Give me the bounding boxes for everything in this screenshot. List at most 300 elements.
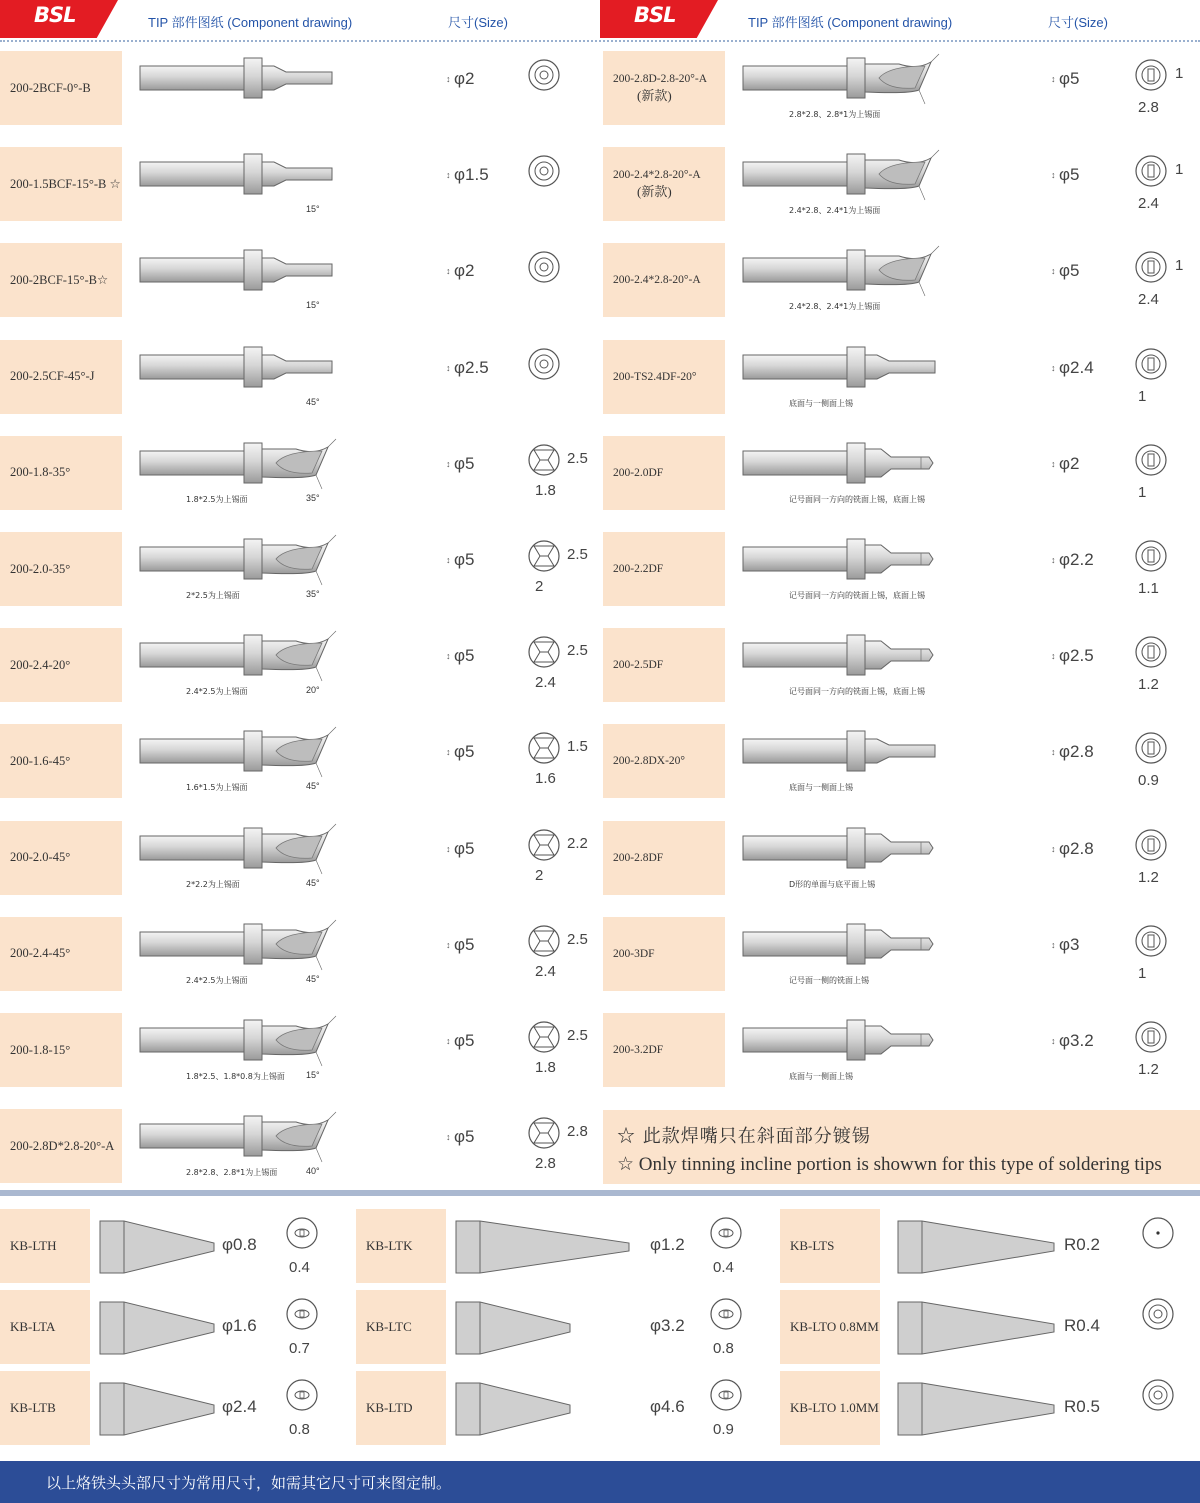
dimension-arrow-icon: ↕: [446, 1132, 451, 1143]
tip-row: [603, 340, 1200, 414]
logo-text: BSL: [634, 3, 676, 27]
tip-diameter: [446, 935, 474, 955]
dimension-arrow-icon: ↕: [446, 747, 451, 758]
tip-caption: 底面与一侧面上锡: [789, 783, 853, 793]
tip-collar: [244, 1116, 262, 1156]
kb-model-label: [0, 1371, 90, 1445]
tip-chisel: [865, 641, 933, 669]
kb-model-label: [0, 1209, 90, 1283]
tip-diameter: [446, 69, 474, 89]
face-width: 2: [535, 866, 544, 884]
tip-side-drawing: [136, 1110, 386, 1182]
tip-side-drawing: [136, 244, 386, 316]
tip-model-name: 200-2.2DF: [613, 563, 664, 575]
dimension-arrow-icon: ↕: [446, 651, 451, 662]
tip-end-view: [1133, 730, 1169, 770]
tip-side-drawing: [739, 148, 989, 220]
face-height: 1.5: [567, 738, 588, 756]
dimension-arrow-icon: ↕: [446, 939, 451, 950]
face-width: 1.8: [535, 1059, 556, 1076]
face-height: 2.8: [567, 1123, 588, 1141]
tip-angle-label: 15°: [306, 1070, 320, 1080]
kb-face-width: 0.7: [289, 1340, 310, 1357]
dimension-arrow-icon: ↕: [1051, 1036, 1056, 1047]
tip-angle-label: 35°: [306, 589, 320, 599]
tip-shaft: [743, 1028, 851, 1052]
kb-tip-row: [780, 1371, 1200, 1445]
dimension-arrow-icon: ↕: [446, 74, 451, 85]
kb-size: [222, 1397, 257, 1417]
tip-collar: [847, 443, 865, 483]
kb-size: [1064, 1235, 1100, 1255]
tip-model-label: [603, 628, 725, 702]
tip-end-view: [526, 827, 562, 867]
tip-side-drawing: [739, 437, 989, 509]
kb-size: [222, 1235, 257, 1255]
dimension-arrow-icon: ↕: [446, 170, 451, 181]
column-title-drawing: TIP 部件图纸 (Component drawing): [148, 15, 353, 30]
footer-bar: [0, 1461, 1200, 1503]
tip-caption: 2*2.5为上锡面: [186, 591, 240, 600]
kb-tip-drawing: [896, 1298, 1076, 1358]
tip-diameter: [1051, 742, 1094, 762]
tip-model-label: [603, 821, 725, 895]
tip-model-label: [0, 51, 122, 125]
dimension-arrow-icon: ↕: [446, 458, 451, 469]
face-width: 2.4: [1138, 195, 1159, 213]
kb-size-value: φ3.2: [650, 1316, 685, 1335]
kb-tip-drawing: [896, 1217, 1076, 1277]
tip-end-view: [526, 346, 562, 386]
tip-model-name: 200-3.2DF: [613, 1044, 664, 1056]
note-chinese: ☆ 此款焊嘴只在斜面部分镀锡: [617, 1126, 871, 1147]
tip-model-name: 200-2.4-45°: [10, 946, 71, 961]
tip-end-view: [1133, 57, 1169, 97]
kb-model-label: [0, 1290, 90, 1364]
dimension-arrow-icon: ↕: [446, 266, 451, 277]
tip-end-view: [1133, 153, 1169, 193]
tip-side-drawing: [739, 822, 989, 894]
tip-diameter-value: φ2.8: [1059, 838, 1094, 858]
tip-row: [603, 51, 1200, 125]
tip-model-name: 200-2.0-45°: [10, 850, 71, 865]
kb-size-value: R0.4: [1064, 1316, 1100, 1335]
tip-row: [603, 628, 1200, 702]
tip-row: [603, 917, 1200, 991]
tip-chisel: [262, 258, 332, 282]
kb-size: [650, 1316, 685, 1336]
tip-diameter: [446, 839, 474, 859]
tip-row: [0, 340, 600, 414]
face-width: 1.1: [1138, 580, 1159, 597]
tip-shaft: [743, 932, 851, 956]
tip-chisel: [865, 930, 933, 958]
tip-collar: [244, 924, 262, 964]
tip-chisel: [865, 355, 935, 379]
tip-model-label: [603, 436, 725, 510]
kb-size-value: R0.2: [1064, 1235, 1100, 1254]
tip-model-name: 200-2.4-20°: [10, 657, 71, 672]
tip-side-drawing: [136, 148, 386, 220]
tip-caption: 记号面同一方向的铣面上锡，底面上锡: [789, 591, 925, 600]
tip-model-name: 200-2BCF-15°-B☆: [10, 273, 109, 288]
tip-row: [0, 1109, 600, 1183]
tip-diameter: [1051, 550, 1094, 570]
tip-end-view: [526, 153, 562, 193]
face-width: 2.8: [535, 1155, 556, 1173]
tip-diameter-value: φ2: [454, 261, 475, 281]
tip-model-label: [603, 51, 725, 125]
tip-angle-label: 35°: [306, 492, 320, 503]
dimension-arrow-icon: ↕: [1051, 170, 1056, 181]
face-width: 1: [1138, 964, 1147, 982]
tip-caption: 底面与一侧面上锡: [789, 398, 853, 408]
tip-diameter-value: φ5: [454, 934, 475, 954]
tip-caption: 2.8*2.8、2.8*1为上锡面: [186, 1168, 278, 1178]
tip-end-view: [708, 1377, 744, 1417]
kb-size: [222, 1316, 257, 1336]
tip-row: [603, 1013, 1200, 1087]
tip-model-name: 200-2.4*2.8-20°-A: [613, 168, 701, 181]
tip-row: [603, 147, 1200, 221]
face-height: 2.2: [567, 834, 588, 852]
tip-caption: 2*2.2为上锡面: [186, 879, 240, 889]
tip-diameter: [1051, 261, 1079, 281]
kb-face-width: 0.8: [289, 1421, 310, 1438]
tip-model-label: [603, 532, 725, 606]
tip-shaft: [743, 66, 851, 90]
kb-model-label: [356, 1371, 446, 1445]
kb-model-name: KB-LTO 1.0MM: [790, 1400, 879, 1415]
tip-collar: [244, 58, 262, 98]
tip-side-drawing: [136, 52, 386, 124]
tip-side-drawing: [136, 341, 386, 413]
tip-model-name: 200-2.8DF: [613, 851, 664, 864]
kb-size: [1064, 1397, 1100, 1417]
kb-model-name: KB-LTK: [366, 1238, 413, 1253]
face-height: 2.5: [567, 546, 588, 563]
tip-model-name: 200-2.8DX-20°: [613, 755, 685, 768]
dimension-arrow-icon: ↕: [1051, 843, 1056, 854]
tip-diameter-value: φ5: [454, 742, 475, 762]
header-right: [600, 0, 1200, 40]
tip-row: [0, 147, 600, 221]
note-english: ☆ Only tinning incline portion is showwn for this type of soldering tips: [617, 1154, 1162, 1175]
tip-side-drawing: [136, 822, 386, 894]
tip-caption: 2.4*2.8、2.4*1为上锡面: [789, 206, 881, 216]
tip-diameter-value: φ5: [454, 646, 475, 666]
header-rule: [0, 40, 1200, 42]
kb-size: [650, 1397, 685, 1417]
tip-model-label: [603, 1013, 725, 1087]
footer-text: 以上烙铁头头部尺寸为常用尺寸，如需其它尺寸可来图定制。: [46, 1474, 452, 1492]
header-left: [0, 0, 600, 40]
tip-side-drawing: [739, 244, 989, 316]
tip-shaft: [743, 547, 851, 571]
tip-caption: 记号面同一方向的铣面上锡，底面上锡: [789, 494, 925, 504]
tip-side-drawing: [136, 725, 386, 797]
tip-diameter: [1051, 1031, 1094, 1051]
kb-tip-drawing: [454, 1379, 634, 1439]
column-title-size: 尺寸(Size): [448, 15, 508, 30]
kb-model-name: KB-LTO 0.8MM: [790, 1319, 879, 1334]
tip-collar: [244, 443, 262, 483]
tip-end-view: [526, 1019, 562, 1059]
dimension-arrow-icon: ↕: [1051, 266, 1056, 277]
tip-end-view: [1140, 1377, 1176, 1417]
tip-model-sub: (新款): [637, 87, 672, 103]
section-divider: [0, 1190, 1200, 1196]
tip-side-drawing: [739, 341, 989, 413]
tip-diameter: [446, 1031, 474, 1051]
tip-end-view: [526, 538, 562, 578]
face-height: 2.5: [567, 1027, 588, 1044]
tip-diameter: [1051, 839, 1094, 859]
tip-diameter-value: φ2: [454, 69, 475, 88]
dimension-arrow-icon: ↕: [1051, 362, 1056, 373]
tip-end-view: [1133, 1019, 1169, 1059]
tip-model-name: 200-3DF: [613, 947, 655, 960]
tip-end-view: [1133, 249, 1169, 289]
face-width: 2: [535, 578, 544, 595]
tip-collar: [847, 635, 865, 675]
tip-end-view: [1133, 538, 1169, 578]
kb-face-width: 0.4: [289, 1259, 310, 1276]
tip-diameter-value: φ2.8: [1059, 742, 1094, 762]
tip-model-label: [0, 1013, 122, 1087]
tip-diameter-value: φ1.5: [454, 165, 489, 185]
tip-diameter-value: φ5: [1059, 165, 1080, 185]
tip-side-drawing: [136, 629, 386, 701]
tip-model-label: [0, 724, 122, 798]
tip-end-view: [1133, 634, 1169, 674]
face-height: 1: [1175, 257, 1184, 275]
tip-side-drawing: [136, 437, 386, 509]
tip-diameter-value: φ2: [1059, 453, 1080, 473]
tip-end-view: [708, 1296, 744, 1336]
tip-model-label: [0, 243, 122, 317]
tip-chisel: [262, 355, 332, 379]
tip-diameter: [446, 358, 489, 378]
tip-caption: 2.4*2.5为上锡面: [186, 975, 248, 985]
kb-tip-drawing: [896, 1379, 1076, 1439]
tip-side-drawing: [739, 629, 989, 701]
kb-model-name: KB-LTD: [366, 1400, 413, 1415]
tip-shaft: [140, 547, 248, 571]
tip-chisel: [262, 162, 332, 186]
kb-model-name: KB-LTS: [790, 1238, 835, 1253]
tip-row: [0, 243, 600, 317]
tip-diameter-value: φ3: [1059, 934, 1080, 954]
tip-model-name: 200-2.5CF-45°-J: [10, 369, 95, 384]
tip-end-view: [526, 1115, 562, 1155]
tip-caption: 记号面同一方向的铣面上锡，底面上锡: [789, 687, 925, 697]
tip-chisel: [865, 449, 933, 477]
kb-tip-row: [356, 1290, 776, 1364]
dimension-arrow-icon: ↕: [1051, 747, 1056, 758]
tip-diameter: [446, 454, 474, 474]
kb-size-value: φ1.2: [650, 1235, 685, 1254]
face-height: 2.5: [567, 642, 588, 660]
tip-end-view: [526, 923, 562, 963]
face-width: 2.4: [535, 674, 556, 692]
tip-caption: 2.8*2.8、2.8*1为上锡面: [789, 110, 881, 119]
tip-side-drawing: [739, 1014, 989, 1086]
tip-collar: [847, 58, 865, 98]
tip-shaft: [743, 355, 851, 379]
tip-shaft: [743, 643, 851, 667]
kb-tip-row: [780, 1209, 1200, 1283]
tip-shaft: [140, 739, 248, 763]
kb-tip-row: [780, 1290, 1200, 1364]
tip-side-drawing: [739, 725, 989, 797]
tip-model-name: 200-2.8D*2.8-20°-A: [10, 1138, 115, 1153]
dimension-arrow-icon: ↕: [1051, 651, 1056, 662]
tip-side-drawing: [739, 918, 989, 990]
face-width: 1.8: [535, 481, 556, 499]
tip-row: [0, 51, 600, 125]
tip-diameter-value: φ2.5: [454, 357, 489, 377]
tip-row: [603, 532, 1200, 606]
tip-side-drawing: [136, 533, 386, 605]
tip-row: [0, 436, 600, 510]
tip-collar: [244, 154, 262, 194]
tip-collar: [847, 347, 865, 387]
tip-end-view: [1133, 827, 1169, 867]
tip-diameter-value: φ5: [1059, 261, 1080, 281]
tip-shaft: [140, 932, 248, 956]
kb-size-value: R0.5: [1064, 1397, 1100, 1416]
tip-end-view: [1133, 442, 1169, 482]
tip-end-view: [526, 730, 562, 770]
tip-shaft: [140, 66, 248, 90]
face-width: 1: [1138, 387, 1147, 405]
tip-collar: [244, 347, 262, 387]
dimension-arrow-icon: ↕: [446, 1036, 451, 1047]
tip-chisel: [865, 739, 935, 763]
face-height: 2.5: [567, 449, 588, 467]
tip-angle-label: 15°: [306, 300, 320, 311]
tip-angle-label: 40°: [306, 1166, 320, 1177]
tip-collar: [244, 828, 262, 868]
tip-angle-label: 45°: [306, 781, 320, 792]
tip-diameter: [1051, 454, 1079, 474]
tip-shaft: [743, 451, 851, 475]
tip-side-drawing: [136, 1014, 386, 1086]
tip-diameter-value: φ5: [454, 1127, 475, 1147]
kb-size: [650, 1235, 685, 1255]
kb-size-value: φ4.6: [650, 1397, 685, 1416]
tip-end-view: [284, 1377, 320, 1417]
tip-end-view: [1140, 1215, 1176, 1255]
tip-model-label: [603, 917, 725, 991]
tip-row: [603, 436, 1200, 510]
tip-row: [0, 917, 600, 991]
tip-caption: 2.4*2.5为上锡面: [186, 687, 248, 697]
tip-caption: 1.8*2.5、1.8*0.8为上锡面: [186, 1072, 285, 1081]
kb-face-width: 0.8: [713, 1340, 734, 1357]
tip-diameter-value: φ5: [1059, 69, 1080, 88]
face-width: 1: [1138, 483, 1147, 501]
tip-diameter-value: φ5: [454, 838, 475, 858]
dimension-arrow-icon: ↕: [446, 555, 451, 566]
kb-model-name: KB-LTB: [10, 1400, 56, 1415]
tip-end-view: [1133, 346, 1169, 386]
tip-model-label: [0, 917, 122, 991]
tip-shaft: [140, 1124, 248, 1148]
tip-model-label: [0, 1109, 122, 1183]
tip-diameter: [446, 261, 474, 281]
tip-model-name: 200-2.5DF: [613, 659, 664, 672]
tip-diameter-value: φ3.2: [1059, 1031, 1094, 1050]
tip-end-view: [526, 57, 562, 97]
tip-shaft: [743, 836, 851, 860]
note-box: [603, 1110, 1200, 1184]
tip-diameter-value: φ2.5: [1059, 646, 1094, 666]
tip-shaft: [140, 1028, 248, 1052]
tip-diameter: [1051, 69, 1079, 89]
tip-caption: 2.4*2.8、2.4*1为上锡面: [789, 302, 881, 312]
tip-row: [0, 532, 600, 606]
tip-model-sub: (新款): [637, 183, 672, 199]
face-width: 1.2: [1138, 868, 1159, 886]
tip-diameter: [446, 550, 474, 570]
tip-model-name: 200-1.8-15°: [10, 1042, 71, 1057]
kb-model-label: [780, 1290, 880, 1364]
tip-diameter: [1051, 165, 1079, 185]
tip-angle-label: 45°: [306, 877, 320, 888]
tip-diameter: [446, 165, 489, 185]
tip-collar: [244, 539, 262, 579]
kb-model-label: [356, 1209, 446, 1283]
tip-shaft: [743, 739, 851, 763]
tip-collar: [847, 731, 865, 771]
tip-shaft: [140, 355, 248, 379]
tip-model-label: [0, 532, 122, 606]
tip-end-view: [526, 442, 562, 482]
tip-model-name: 200-1.5BCF-15°-B ☆: [10, 177, 121, 192]
tip-end-view: [284, 1215, 320, 1255]
kb-model-name: KB-LTA: [10, 1319, 56, 1334]
tip-shaft: [140, 451, 248, 475]
tip-collar: [847, 924, 865, 964]
face-width: 2.4: [1138, 291, 1159, 309]
dimension-arrow-icon: ↕: [1051, 939, 1056, 950]
tip-row: [0, 628, 600, 702]
tip-end-view: [526, 634, 562, 674]
tip-row: [0, 724, 600, 798]
tip-model-label: [603, 340, 725, 414]
tip-side-drawing: [739, 52, 989, 124]
tip-model-label: [0, 436, 122, 510]
kb-model-label: [780, 1209, 880, 1283]
tip-collar: [847, 1020, 865, 1060]
kb-tip-drawing: [454, 1298, 634, 1358]
tip-row: [603, 821, 1200, 895]
logo-text: BSL: [34, 3, 76, 27]
tip-chisel: [865, 545, 933, 573]
tip-model-label: [0, 340, 122, 414]
tip-diameter: [446, 742, 474, 762]
tip-model-name: 200-1.6-45°: [10, 753, 71, 768]
tip-model-name: 200-2.0DF: [613, 466, 664, 479]
tip-model-label: [0, 147, 122, 221]
kb-face-width: 0.9: [713, 1421, 734, 1438]
tip-side-drawing: [136, 918, 386, 990]
face-width: 1.6: [535, 770, 556, 788]
tip-chisel: [865, 834, 933, 862]
face-width: 1.2: [1138, 1061, 1159, 1078]
